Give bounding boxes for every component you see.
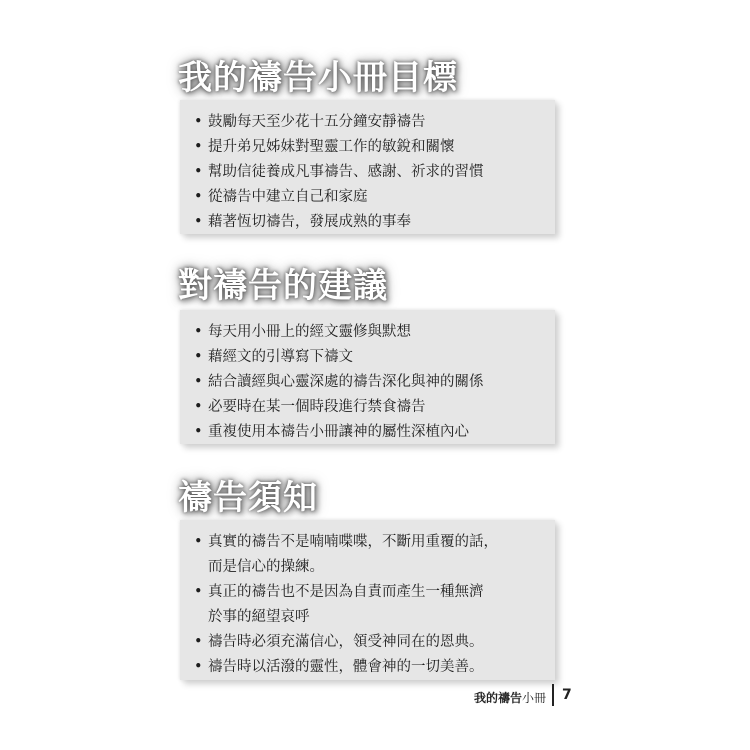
list-item xyxy=(194,135,547,160)
list-item xyxy=(194,530,547,580)
bullet-icon: • xyxy=(194,374,203,390)
bullet-icon: • xyxy=(194,424,203,440)
list-item-text: 真正的禱告也不是因為自責而產生一種無濟 xyxy=(208,584,484,600)
list-item-text: 從禱告中建立自己和家庭 xyxy=(208,189,368,205)
list-item-text: 結合讀經與心靈深處的禱告深化與神的關係 xyxy=(208,374,484,390)
list-item xyxy=(194,370,547,395)
list-item-text: 禱告時必須充滿信心，領受神同在的恩典。 xyxy=(208,634,484,650)
list-item-text: 藉著恆切禱告，發展成熟的事奉 xyxy=(208,214,411,230)
bullet-icon: • xyxy=(194,659,203,675)
list-item xyxy=(194,160,547,185)
footer-title-main: 我的禱告 xyxy=(474,691,523,705)
section-heading-goals: 我的禱告小冊目標 xyxy=(178,58,458,98)
bullet-icon: • xyxy=(194,214,203,230)
page-number: 7 xyxy=(562,687,572,703)
list-item xyxy=(194,320,547,345)
list-item-text: 必要時在某一個時段進行禁食禱告 xyxy=(208,399,426,415)
list-item xyxy=(194,420,547,445)
bullet-icon: • xyxy=(194,164,203,180)
suggestions-box xyxy=(180,310,555,444)
list-item-text: 提升弟兄姊妹對聖靈工作的敏銳和關懷 xyxy=(208,139,455,155)
bullet-icon: • xyxy=(194,324,203,340)
list-item-text: 真實的禱告不是喃喃喋喋，不斷用重覆的話， xyxy=(208,534,498,550)
notes-list xyxy=(180,520,555,688)
list-item-text-continued: 於事的絕望哀呼 xyxy=(208,609,310,625)
list-item-text: 禱告時以活潑的靈性，體會神的一切美善。 xyxy=(208,659,484,675)
section-heading-notes: 禱告須知 xyxy=(178,478,318,518)
list-item-text: 藉經文的引導寫下禱文 xyxy=(208,349,353,365)
bullet-icon: • xyxy=(194,534,203,550)
bullet-icon: • xyxy=(194,399,203,415)
bullet-icon: • xyxy=(194,189,203,205)
list-item xyxy=(194,580,547,630)
footer-divider xyxy=(552,684,554,706)
footer-title-sub: 小冊 xyxy=(522,691,547,705)
goals-list xyxy=(180,100,555,243)
list-item-text: 每天用小冊上的經文靈修與默想 xyxy=(208,324,411,340)
list-item xyxy=(194,210,547,235)
notes-box xyxy=(180,520,555,680)
list-item xyxy=(194,185,547,210)
footer-book-title xyxy=(474,689,546,706)
goals-box xyxy=(180,100,555,234)
suggestions-list xyxy=(180,310,555,453)
bullet-icon: • xyxy=(194,114,203,130)
list-item xyxy=(194,655,547,680)
list-item xyxy=(194,630,547,655)
bullet-icon: • xyxy=(194,349,203,365)
list-item xyxy=(194,345,547,370)
list-item xyxy=(194,395,547,420)
list-item-text: 幫助信徒養成凡事禱告、感謝、祈求的習慣 xyxy=(208,164,484,180)
bullet-icon: • xyxy=(194,139,203,155)
list-item-text-continued: 而是信心的操練。 xyxy=(208,559,324,575)
list-item-text: 重複使用本禱告小冊讓神的屬性深植內心 xyxy=(208,424,469,440)
list-item xyxy=(194,110,547,135)
bullet-icon: • xyxy=(194,634,203,650)
list-item-text: 鼓勵每天至少花十五分鐘安靜禱告 xyxy=(208,114,426,130)
bullet-icon: • xyxy=(194,584,203,600)
section-heading-suggestions: 對禱告的建議 xyxy=(178,266,388,306)
